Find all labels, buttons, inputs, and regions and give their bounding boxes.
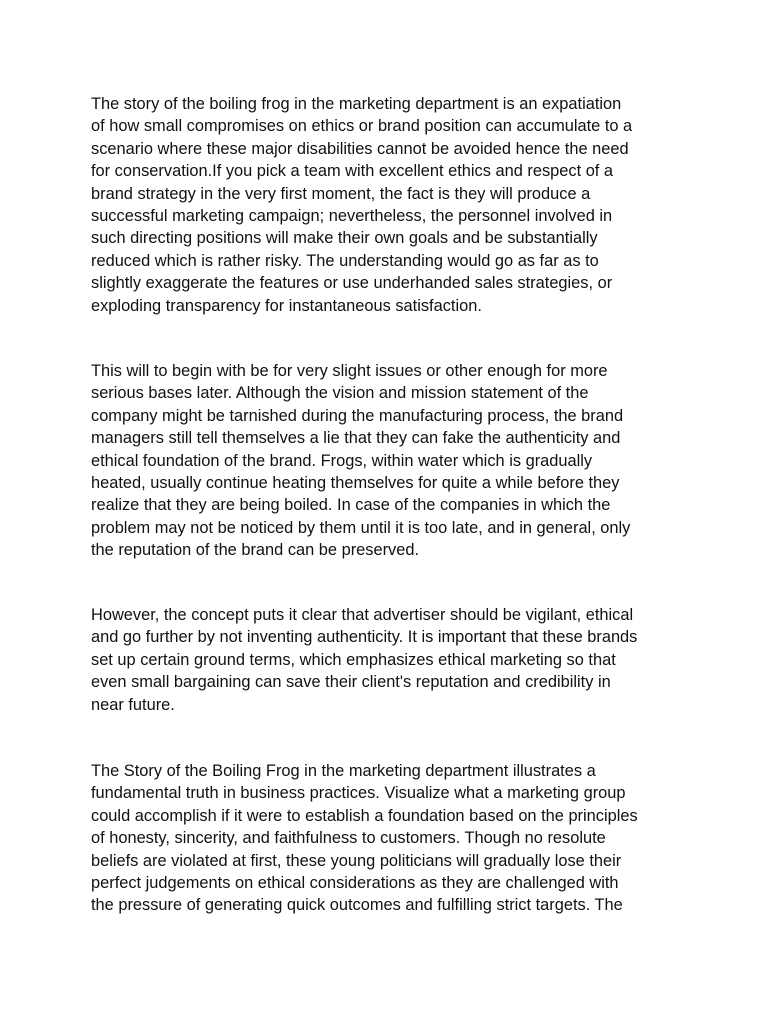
text-line: of how small compromises on ethics or brand position can accumulate to a	[91, 117, 633, 136]
text-line: reduced which is rather risky. The understanding would go as far as to	[91, 251, 599, 270]
text-line: could accomplish if it were to establish a foundation based on the principles	[91, 806, 638, 825]
text-line: the pressure of generating quick outcomes and fulfilling strict targets. The	[91, 896, 623, 915]
text-line: such directing positions will make their own goals and be substantially	[91, 229, 598, 248]
text-line: ethical foundation of the brand. Frogs, within water which is gradually	[91, 451, 593, 470]
text-line: of honesty, sincerity, and faithfulness to customers. Though no resolute	[91, 829, 606, 848]
paragraph-3	[91, 604, 691, 716]
text-line: fundamental truth in business practices. Visualize what a marketing group	[91, 784, 626, 803]
text-line: and go further by not inventing authenticity. It is important that these brands	[91, 628, 638, 647]
text-line: perfect judgements on ethical considerations as they are challenged with	[91, 873, 619, 892]
text-line: The Story of the Boiling Frog in the marketing department illustrates a	[91, 762, 596, 780]
text-line: set up certain ground terms, which emphasizes ethical marketing so that	[91, 650, 616, 669]
text-line: scenario where these major disabilities cannot be avoided hence the need	[91, 139, 629, 158]
text-line: serious bases later. Although the vision and mission statement of the	[91, 384, 589, 403]
text-line: brand strategy in the very first moment, the fact is they will produce a	[91, 184, 591, 203]
text-line: realize that they are being boiled. In case of the companies in which the	[91, 496, 611, 515]
text-line: for conservation.If you pick a team with excellent ethics and respect of a	[91, 162, 614, 181]
text-line: company might be tarnished during the manufacturing process, the brand	[91, 406, 624, 425]
paragraph-1	[91, 93, 691, 317]
text-line: The story of the boiling frog in the marketing department is an expatiation	[91, 95, 622, 113]
text-line: slightly exaggerate the features or use underhanded sales strategies, or	[91, 274, 613, 293]
text-line: exploding transparency for instantaneous satisfaction.	[91, 296, 482, 315]
text-line: even small bargaining can save their client's reputation and credibility in	[91, 673, 611, 692]
text-line: the reputation of the brand can be preserved.	[91, 541, 420, 560]
text-line: problem may not be noticed by them until it is too late, and in general, only	[91, 518, 631, 537]
text-line: This will to begin with be for very slight issues or other enough for more	[91, 362, 608, 380]
text-line: successful marketing campaign; nevertheless, the personnel involved in	[91, 206, 613, 225]
text-line: managers still tell themselves a lie that they can fake the authenticity and	[91, 429, 621, 448]
paragraph-4	[91, 760, 691, 917]
text-line: heated, usually continue heating themselves for quite a while before they	[91, 473, 620, 492]
text-line: However, the concept puts it clear that advertiser should be vigilant, ethical	[91, 606, 634, 624]
text-line: near future.	[91, 695, 175, 714]
paragraph-2	[91, 360, 691, 562]
text-line: beliefs are violated at first, these young politicians will gradually lose their	[91, 851, 622, 870]
